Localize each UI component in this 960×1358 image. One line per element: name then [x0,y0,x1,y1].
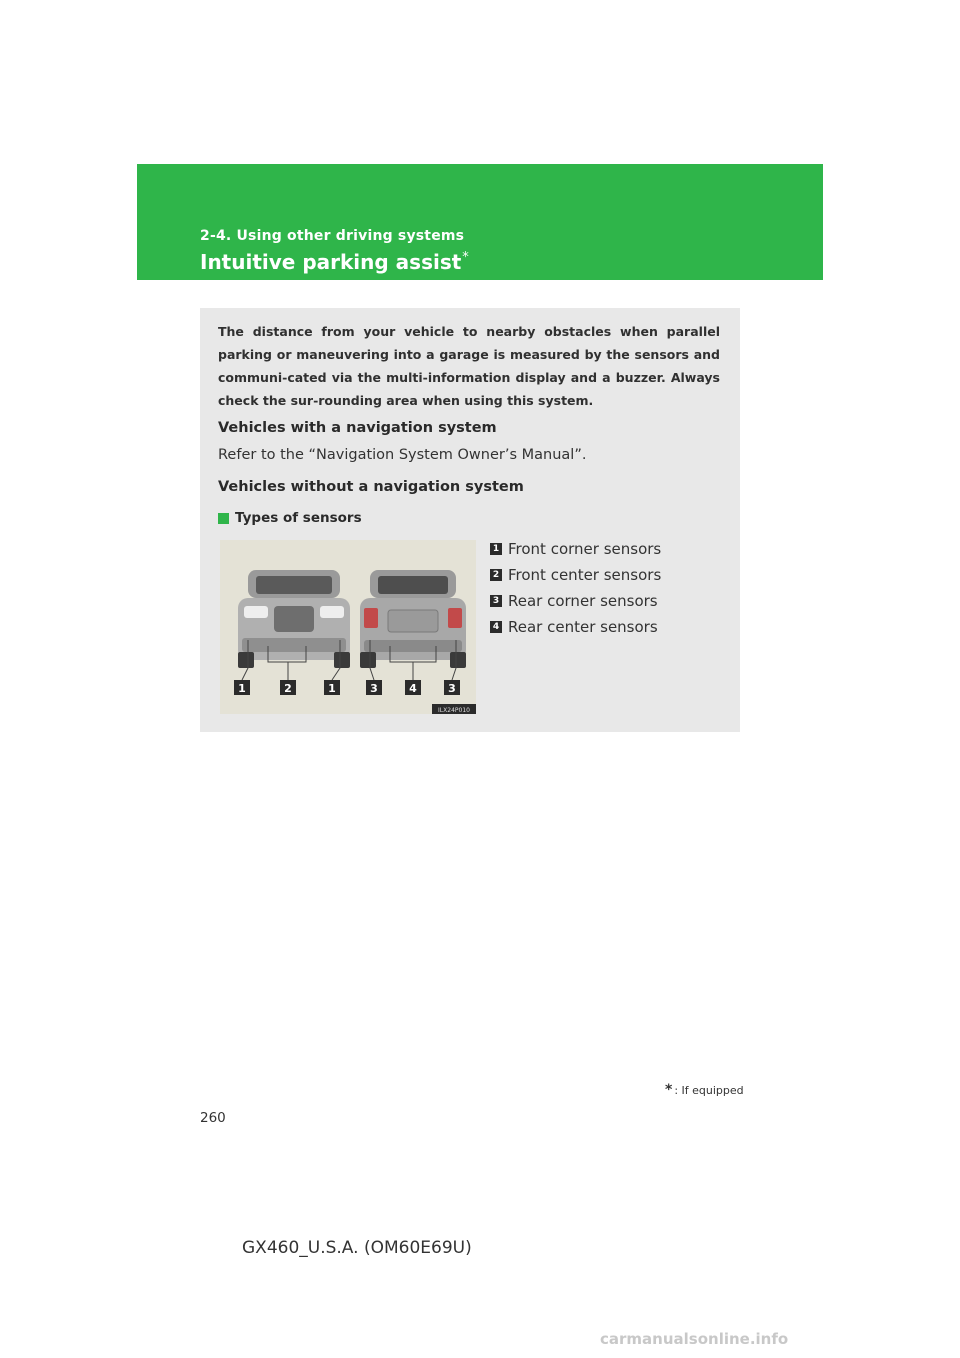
watermark: carmanualsonline.info [600,1330,789,1348]
callout-1-left [234,680,250,695]
bullet-square-icon [218,513,229,524]
callout-3-right [444,680,460,695]
callout-label: 1 [328,682,336,695]
legend-label: Front corner sensors [508,540,662,558]
intro-paragraph: The distance from your vehicle to nearby obstacles when parallel parking or maneuvering into a garage is measured by the sensors and communi-cated via the multi-information display and a buzzer. Always check the sur-rounding area when using this system. [218,324,720,408]
page-title-text: Intuitive parking assist [200,250,462,274]
nav-text: Refer to the “Navigation System Owner’s Manual”. [218,447,587,463]
legend-label: Front center sensors [508,566,662,584]
callout-label: 4 [409,682,417,695]
figure-code-tag [432,704,476,714]
figure-code: ILX24P010 [438,707,470,714]
legend-item [490,562,661,588]
section-label: 2-4. Using other driving systems [200,228,465,244]
footnote-asterisk-icon: * [665,1082,673,1098]
legend-item [490,536,661,562]
legend-item [490,614,661,640]
number-3-icon: 3 [490,595,502,607]
legend-label: Rear corner sensors [508,592,658,610]
callout-label: 3 [448,682,456,695]
sensor-figure [220,540,476,714]
callout-label: 2 [284,682,292,695]
legend-item [490,588,661,614]
callout-3-left [366,680,382,695]
callout-label: 1 [238,682,246,695]
bullet-types-of-sensors [218,510,362,526]
if-equipped-mark: * [462,250,469,266]
vehicle-illustration [220,540,476,714]
page-number: 260 [200,1110,226,1126]
page-title [200,250,469,274]
callout-label: 3 [370,682,378,695]
number-4-icon: 4 [490,621,502,633]
nav-heading: Vehicles with a navigation system [218,420,497,436]
bullet-title: Types of sensors [235,510,362,526]
footnote [665,1082,744,1098]
footnote-text: : If equipped [674,1084,744,1097]
front-vehicle-image [238,570,350,668]
document-code: GX460_U.S.A. (OM60E69U) [242,1238,472,1258]
number-2-icon: 2 [490,569,502,581]
callout-1-right [324,680,340,695]
number-1-icon: 1 [490,543,502,555]
legend-label: Rear center sensors [508,618,658,636]
sensor-legend [490,536,661,640]
callout-4 [405,680,421,695]
rear-vehicle-image [360,570,466,668]
callout-2 [280,680,296,695]
no-nav-heading: Vehicles without a navigation system [218,479,524,495]
